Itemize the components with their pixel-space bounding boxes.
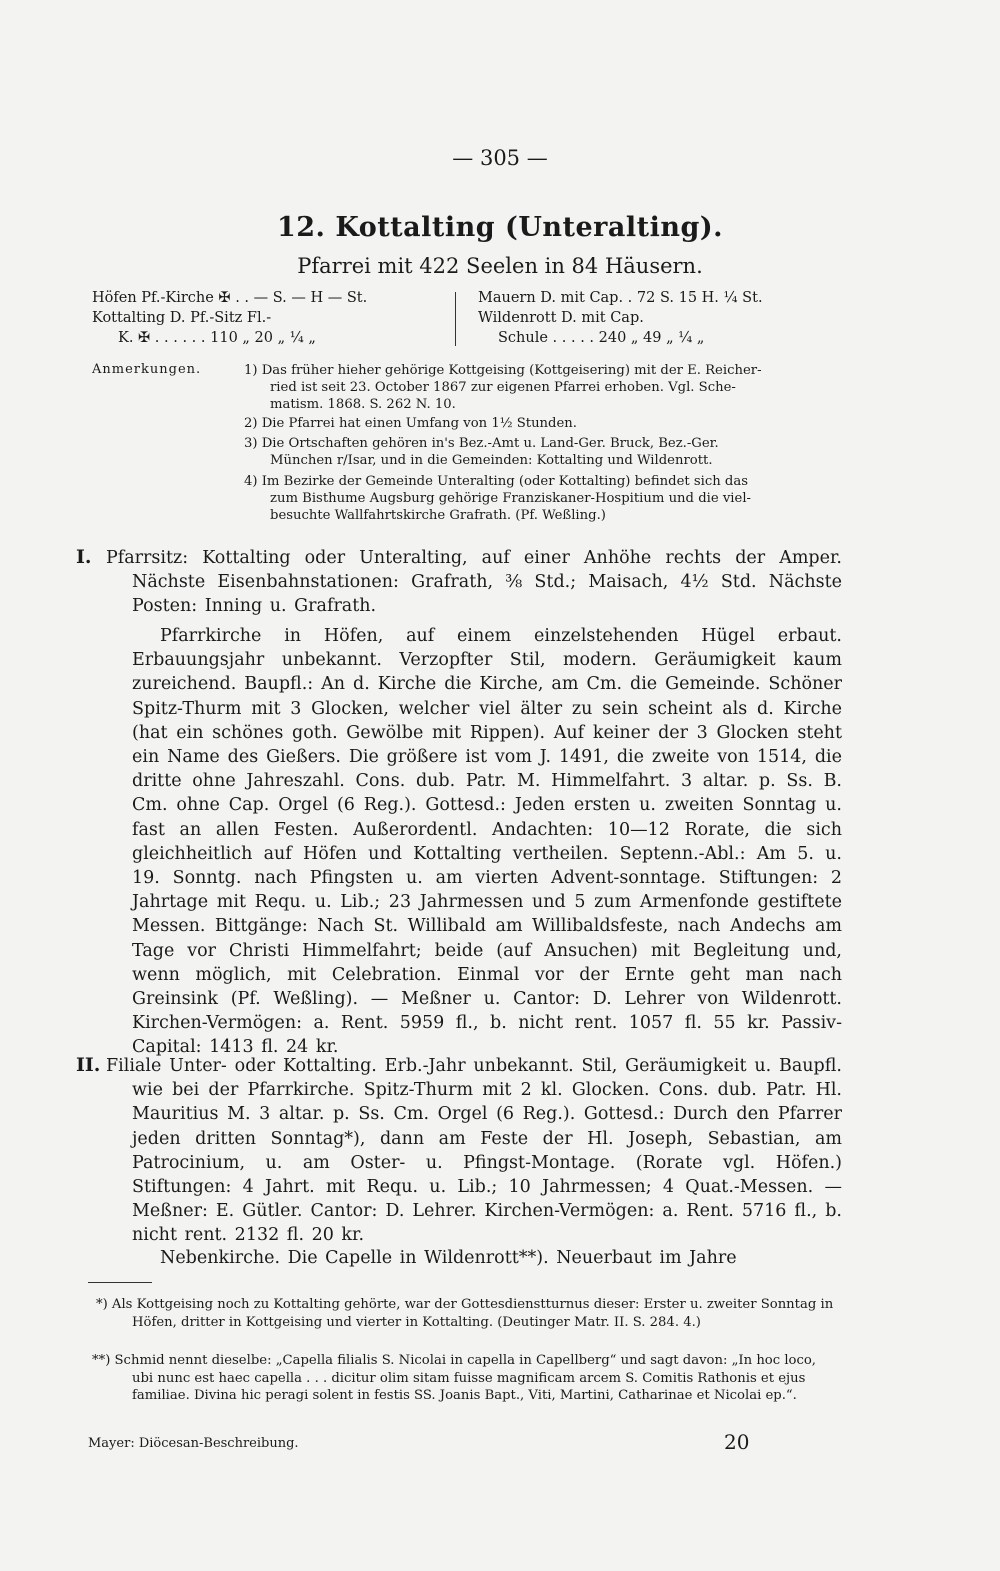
table-divider <box>455 292 456 346</box>
note-1-line-1: 1) Das früher hieher gehörige Kottgeising (Kottgeisering) mit der E. Reicher- <box>244 363 762 378</box>
note-4-line-2: zum Bisthume Augsburg gehörige Franziskaner-Hospitium und die viel- <box>270 491 751 506</box>
note-4-line-1: 4) Im Bezirke der Gemeinde Unteralting (oder Kottalting) befindet sich das <box>244 474 748 489</box>
place-row-hoefen: Höfen Pf.-Kirche ✠ . . — S. — H — St. <box>92 290 368 306</box>
note-2: 2) Die Pfarrei hat einen Umfang von 1½ Stunden. <box>244 416 577 431</box>
note-1-line-2: ried ist seit 23. October 1867 zur eigenen Pfarrei erhoben. Vgl. Sche- <box>270 380 736 395</box>
footnote-2: **) Schmid nennt dieselbe: „Capella filialis S. Nicolai in capella in Capellberg“ und sagt davon: „In hoc loco, ubi nunc est haec capella . . . dicitur olim sitam fuisse magnificam arcem S. Comitis Rathonis et ejus familiae. Divina hic peragi solent in festis SS. Joanis Bapt., Viti, Martini, Catharinae et Nicolai ep.“. <box>92 1353 816 1403</box>
signature-mark: 20 <box>724 1430 750 1454</box>
page-subtitle: Pfarrei mit 422 Seelen in 84 Häusern. <box>297 254 703 278</box>
place-row-mauern: Mauern D. mit Cap. . 72 S. 15 H. ¼ St. <box>478 290 763 306</box>
footnote-rule <box>88 1282 152 1283</box>
section-2-paragraph-1: Filiale Unter- oder Kottalting. Erb.-Jahr unbekannt. Stil, Geräumigkeit u. Baupfl. wie bei der Pfarrkirche. Spitz-Thurm mit 2 kl. Glocken. Cons. dub. Patr. Hl. Mauritius M. 3 altar. p. Ss. Cm. Orgel (6 Reg.). Gottesd.: Durch den Pfarrer jeden dritten Sonntag*), dann am Feste der Hl. Joseph, Sebastian, am Patrocinium, u. am Oster- u. Pfingst-Montage. (Rorate vgl. Höfen.) Stiftungen: 4 Jahrt. mit Requ. u. Lib.; 10 Jahrmessen; 4 Quat.-Messen. — Meßner: E. Gütler. Cantor: D. Lehrer. Kirchen-Vermögen: a. Rent. 5716 fl., b. nicht rent. 2132 fl. 20 kr. <box>106 1056 842 1246</box>
section-2-paragraph-2: Nebenkirche. Die Capelle in Wildenrott**). Neuerbaut im Jahre <box>160 1248 737 1268</box>
page-number: — 305 — <box>452 146 548 170</box>
note-3-line-2: München r/Isar, und in die Gemeinden: Kottalting und Wildenrott. <box>270 453 713 468</box>
source-line: Mayer: Diöcesan-Beschreibung. <box>88 1436 299 1451</box>
section-2-numeral: II. <box>76 1054 101 1076</box>
note-3-line-1: 3) Die Ortschaften gehören in's Bez.-Amt u. Land-Ger. Bruck, Bez.-Ger. <box>244 436 719 451</box>
place-row-kottalting: Kottalting D. Pf.-Sitz Fl.- <box>92 310 272 326</box>
page-title: 12. Kottalting (Unteralting). <box>276 212 724 243</box>
section-1-paragraph-1: Pfarrsitz: Kottalting oder Unteralting, auf einer Anhöhe rechts der Amper. Nächste Eisenbahnstationen: Grafrath, ⅜ Std.; Maisach, 4½ Std. Nächste Posten: Inning u. Grafrath. <box>106 548 842 617</box>
note-1-line-3: matism. 1868. S. 262 N. 10. <box>270 397 456 412</box>
section-1-numeral: I. <box>76 546 92 568</box>
place-row-kottalting-cont: K. ✠ . . . . . . 110 „ 20 „ ¼ „ <box>118 330 316 346</box>
place-row-wildenrott: Wildenrott D. mit Cap. <box>478 310 644 326</box>
footnote-1: *) Als Kottgeising noch zu Kottalting gehörte, war der Gottesdienstturnus dieser: Erster u. zweiter Sonntag in Höfen, dritter in Kottgeising und vierter in Kottalting. (Deutinger Matr. II. S. 284. 4.) <box>96 1297 834 1330</box>
section-1-paragraph-2: Pfarrkirche in Höfen, auf einem einzelstehenden Hügel erbaut. Erbauungsjahr unbekannt. Verzopfter Stil, modern. Geräumigkeit kaum zureichend. Baupfl.: An d. Kirche die Kirche, am Cm. die Gemeinde. Schöner Spitz-Thurm mit 3 Glocken, welcher viel älter zu sein scheint als d. Kirche (hat ein schönes goth. Gewölbe mit Rippen). Auf keiner der 3 Glocken steht ein Name des Gießers. Die größere ist vom J. 1491, die zweite von 1514, die dritte ohne Jahreszahl. Cons. dub. Patr. M. Himmelfahrt. 3 altar. p. Ss. B. Cm. ohne Cap. Orgel (6 Reg.). Gottesd.: Jeden ersten u. zweiten Sonntag u. fast an allen Festen. Außerordentl. Andachten: 10—12 Rorate, die sich gleichheitlich auf Höfen und Kottalting vertheilen. Septenn.-Abl.: Am 5. u. 19. Sonntg. nach Pfingsten u. am vierten Advent-sonntage. Stiftungen: 2 Jahrtage mit Requ. u. Lib.; 23 Jahrmessen und 5 zum Armenfonde gestiftete Messen. Bittgänge: Nach St. Willibald am Willibaldsfeste, nach Andechs am Tage vor Christi Himmelfahrt; beide (auf Ansuchen) mit Begleitung und, wenn möglich, mit Celebration. Einmal vor der Ernte geht man nach Greinsink (Pf. Weßling). — Meßner u. Cantor: D. Lehrer von Wildenrott. Kirchen-Vermögen: a. Rent. 5959 fl., b. nicht rent. 1057 fl. 55 kr. Passiv-Capital: 1413 fl. 24 kr. <box>132 626 842 1058</box>
notes-heading: Anmerkungen. <box>92 362 202 377</box>
note-4-line-3: besuchte Wallfahrtskirche Grafrath. (Pf. Weßling.) <box>270 508 606 523</box>
place-row-schule: Schule . . . . . 240 „ 49 „ ¼ „ <box>498 330 705 346</box>
